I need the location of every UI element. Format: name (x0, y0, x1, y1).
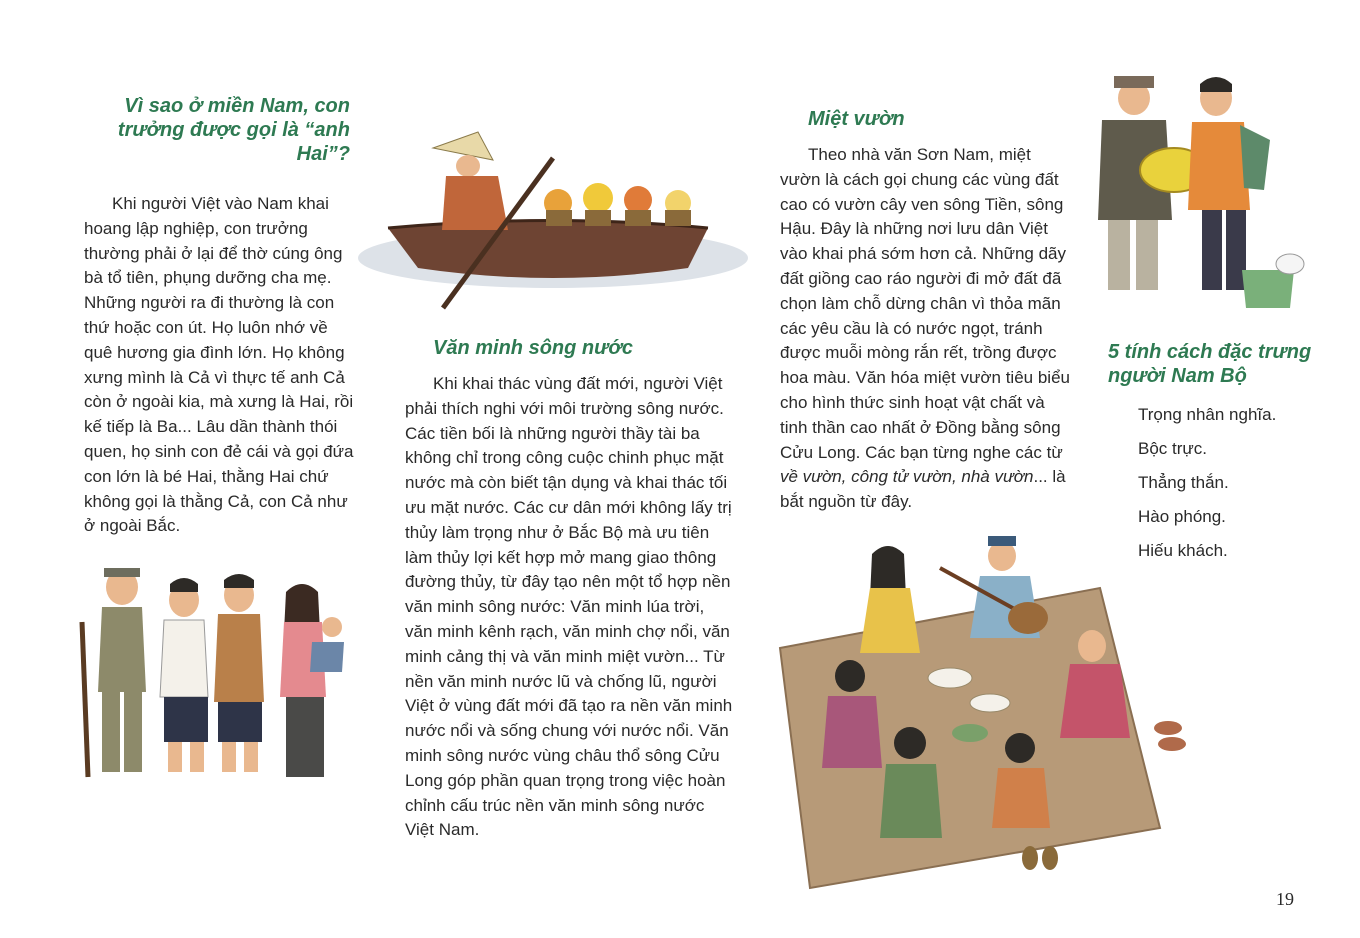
heading-anh-hai (84, 94, 354, 166)
paragraph-miet-vuon-italic: về vườn, công tử vườn, nhà vườn (780, 467, 1034, 487)
trait-item: Hào phóng. (1138, 507, 1226, 526)
heading-van-minh-song-nuoc: Văn minh sông nước (433, 337, 633, 359)
section-van-minh-song-nuoc (405, 336, 733, 843)
page-number: 19 (1276, 889, 1294, 909)
heading-tinh-cach (1108, 340, 1328, 388)
boat-illustration (358, 118, 748, 318)
paragraph-miet-vuon-start: Theo nhà văn Sơn Nam, miệt vườn là cách gọi chung các vùng đất cao có vườn cây ven sông Tiền, sông Hậu. Đây là những nơi lưu dân Việt vào khai phá sớm hơn cả. Những dãy đất giồng cao ráo người đi mở đất đã chọn làm chỗ dừng chân vì thỏa mãn các yêu cầu là có nước ngọt, tránh được muỗi mòng rắn rết, trồng được hoa màu. Văn hóa miệt vườn tiêu biểu cho hình thức sinh hoạt vật chất và tinh thần cao nhất ở Đồng bằng sông Cửu Long. Các bạn từng nghe các từ (780, 145, 1070, 462)
trait-item: Bộc trực. (1138, 439, 1208, 458)
heading-miet-vuon: Miệt vườn (808, 108, 905, 130)
banana-gift-illustration (1094, 70, 1314, 310)
section-anh-hai (84, 94, 354, 539)
paragraph-van-minh-song-nuoc: Khi khai thác vùng đất mới, người Việt phải thích nghi với môi trường sông nước. Các tiền bối là những người thầy tài ba không chỉ trong công cuộc chinh phục mặt nước mà còn biết tận dụng và khai thác tối ưu mặt nước. Các cư dân mới không lấy trị thủy làm trọng như ở Bắc Bộ mà ưu tiên làm thủy lợi kết hợp mở mang giao thông đường thủy, từ đây tạo nên một tổ hợp nền văn minh sông nước: Văn minh lúa trời, văn minh kênh rạch, văn minh chợ nổi, văn minh cảng thị và văn minh miệt vườn... Từ nền văn minh nước lũ và chống lũ, người Việt ở vùng đất mới đã tạo ra nền văn minh nước nổi và sống chung với nước nổi. Văn minh sông nước vùng châu thổ sông Cửu Long góp phần quan trọng trong việc hoàn chỉnh cấu trúc nền văn minh sông nước Việt Nam. (405, 374, 733, 840)
trait-item: Trọng nhân nghĩa. (1138, 405, 1277, 424)
trait-item: Thẳng thắn. (1138, 473, 1229, 492)
heading-tinh-cach-line1: 5 tính cách đặc trưng (1108, 341, 1312, 363)
section-miet-vuon (780, 107, 1070, 515)
paragraph-anh-hai: Khi người Việt vào Nam khai hoang lập nghiệp, con trưởng thường phải ở lại để thờ cúng ông bà tổ tiên, phụng dưỡng cha mẹ. Những người ra đi thường là con thứ hoặc con út. Họ luôn nhớ về quê hương gia đình lớn. Họ không xưng mình là Cả vì thực tế anh Cả còn ở ngoài kia, mà xưng là Hai, rồi kế tiếp là Ba... Lâu dần thành thói quen, họ sinh con đẻ cái và gọi đứa con lớn là bé Hai, thằng Hai chứ không gọi là thằng Cả, con Cả như ở ngoài Bắc. (84, 194, 354, 536)
trait-item: Hiếu khách. (1138, 541, 1228, 560)
picnic-mat-illustration (740, 528, 1200, 900)
paragraph-miet-vuon-end: ... là bắt nguồn từ đây. (780, 467, 1066, 512)
heading-tinh-cach-line2: người Nam Bộ (1108, 365, 1247, 387)
family-illustration (74, 562, 354, 792)
paragraph-miet-vuon (780, 143, 1070, 515)
heading-anh-hai-line2: trưởng được gọi là “anh Hai”? (117, 119, 350, 165)
heading-anh-hai-line1: Vì sao ở miền Nam, con (124, 95, 350, 117)
